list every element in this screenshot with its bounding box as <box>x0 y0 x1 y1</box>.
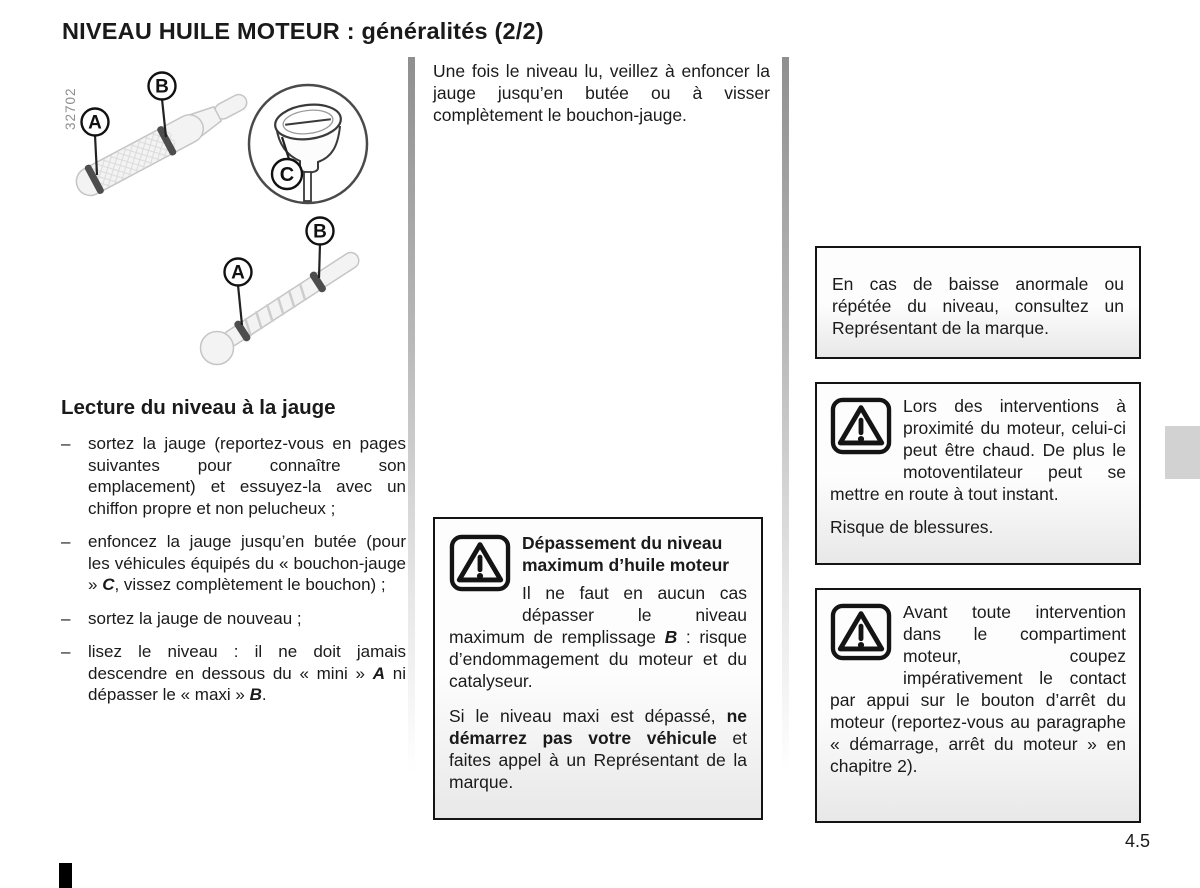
label-a-round <box>225 259 252 286</box>
list-item-text: sortez la jauge de nouveau ; <box>88 608 302 628</box>
round-dipstick <box>201 218 364 365</box>
figure-photo-id: 32702 <box>63 87 78 130</box>
warning-triangle-icon <box>830 397 892 455</box>
chapter-tab <box>1165 426 1200 479</box>
bullet-dash: – <box>61 532 71 551</box>
label-c <box>272 159 302 189</box>
warning-text: Lors des interventions à proximité du moteur, celui-ci peut être chaud. De plus le motoventilateur peut se mettre en route à tout instant. <box>830 396 1126 504</box>
reading-section <box>61 396 406 718</box>
abnormal-drop-note-box <box>815 246 1141 359</box>
print-registration-mark <box>59 863 72 888</box>
warning-text: Avant toute intervention dans le compartiment moteur, coupez impérativement le contact par appui sur le bouton d’arrêt du moteur (reportez-vous au paragraphe « démarrage, arrêt du moteur » en chapitre 2). <box>830 602 1126 776</box>
column-divider-right <box>782 57 789 773</box>
list-item <box>61 531 406 596</box>
bullet-dash: – <box>61 642 71 661</box>
ref-b: B <box>664 627 678 647</box>
svg-text:A: A <box>231 262 245 284</box>
svg-text:B: B <box>155 76 169 98</box>
list-item <box>61 641 406 706</box>
ref-c: C <box>102 575 115 594</box>
intro-paragraph: Une fois le niveau lu, veillez à enfoncer la jauge jusqu’en butée ou à visser complètement le bouchon-jauge. <box>433 61 770 125</box>
warning-triangle-icon <box>449 534 511 592</box>
warning-box-title: Dépassement du niveau maximum d’huile moteur <box>522 533 730 575</box>
ref-a: A <box>372 663 386 683</box>
note-text: En cas de baisse anormale ou répétée du niveau, consultez un Représentant de la marque. <box>832 274 1124 338</box>
list-item-text: sortez la jauge (reportez-vous en pages suivantes pour connaître son emplacement) et essuyez-la avec un chiffon propre et non pelucheux ; <box>88 434 406 518</box>
label-b-flat <box>149 73 176 100</box>
max-level-warning-box <box>433 517 763 820</box>
warning-box-paragraph: Si le niveau maxi est dépassé, ne démarrez pas votre véhicule et faites appel à un Représentant de la marque. <box>449 706 747 792</box>
ref-b: B <box>249 685 262 704</box>
reading-heading: Lecture du niveau à la jauge <box>61 396 336 419</box>
dipstick-figure <box>42 58 402 370</box>
svg-text:C: C <box>279 164 295 186</box>
svg-text:A: A <box>88 112 102 134</box>
stop-engine-warning-box <box>815 588 1141 823</box>
column-divider-left <box>408 57 415 773</box>
flat-dipstick <box>70 73 253 203</box>
label-b-round <box>307 218 334 245</box>
bullet-dash: – <box>61 434 71 453</box>
bullet-dash: – <box>61 608 71 628</box>
warning-text: Risque de blessures. <box>830 517 994 537</box>
dipstick-illustration-svg <box>42 58 402 370</box>
list-item-text: lisez le niveau : il ne doit jamais descendre en dessous du « mini » A ni dépasser le « maxi » B. <box>88 642 406 704</box>
cap-inset <box>249 85 367 203</box>
label-a-flat <box>82 109 109 136</box>
page-number: 4.5 <box>1124 831 1150 851</box>
warning-box-paragraph: Il ne faut en aucun cas dépasser le niveau maximum de remplissage B : risque d’endommagement du moteur et du catalyseur. <box>449 583 748 691</box>
list-item <box>61 608 406 630</box>
list-item <box>61 433 406 519</box>
list-item-text: enfoncez la jauge jusqu’en butée (pour les véhicules équipés du « bouchon-jauge » C, vissez complètement le bouchon) ; <box>88 532 406 594</box>
warning-triangle-icon <box>830 603 892 661</box>
svg-text:B: B <box>313 221 327 243</box>
page-title: NIVEAU HUILE MOTEUR : généralités (2/2) <box>62 18 544 44</box>
hot-engine-warning-box <box>815 382 1141 565</box>
bold-emphasis: ne démarrez pas votre véhicule <box>449 706 747 748</box>
